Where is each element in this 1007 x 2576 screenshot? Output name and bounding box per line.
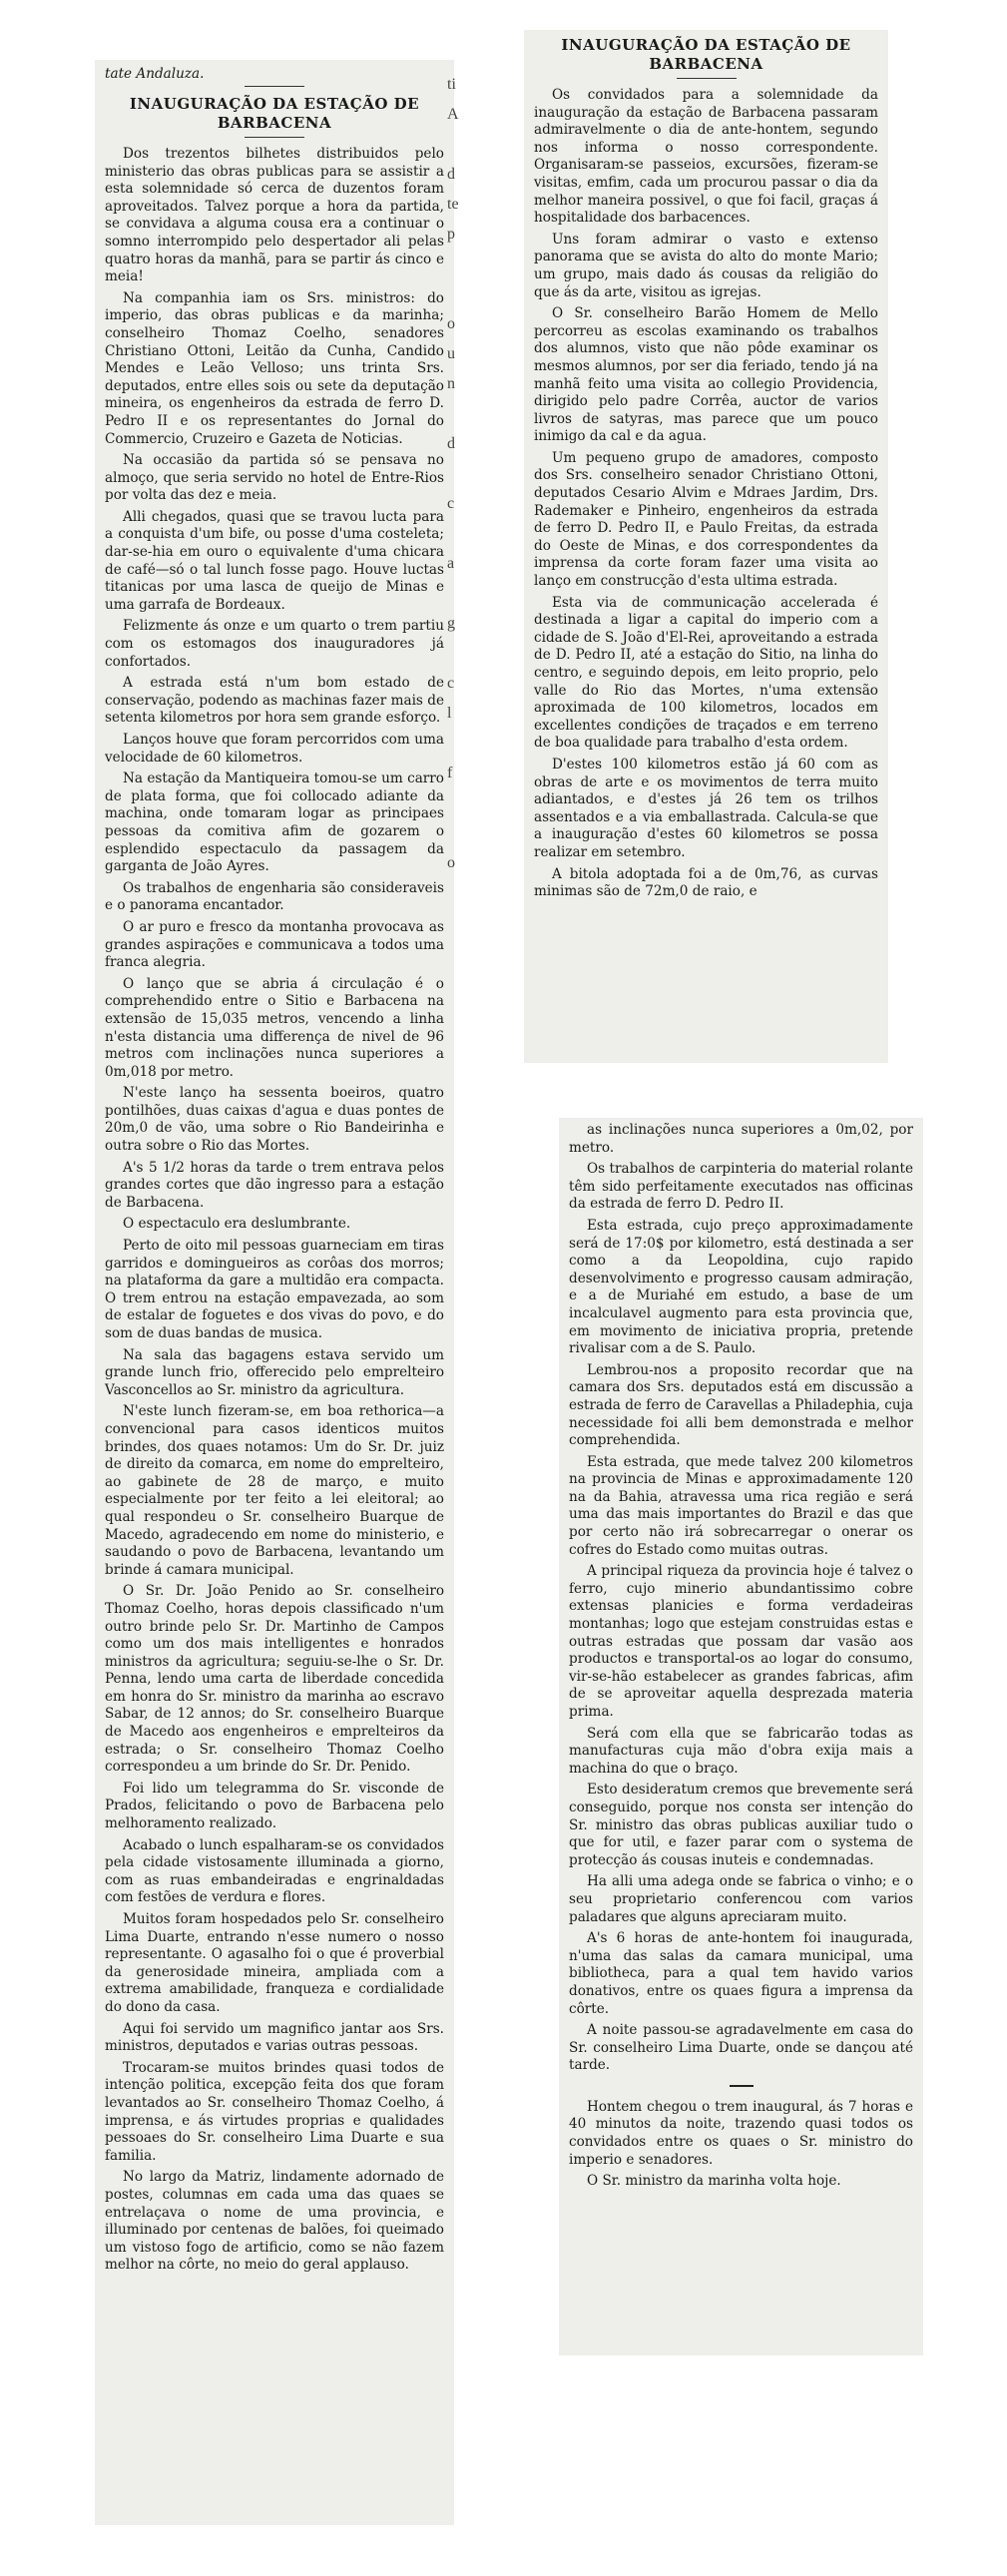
edge-letter bbox=[447, 579, 471, 609]
paragraph: O Sr. ministro da marinha volta hoje. bbox=[587, 2173, 841, 2190]
left-newspaper-clipping bbox=[95, 60, 454, 2525]
section-dash bbox=[730, 2085, 754, 2087]
paragraph: Esta estrada, que mede talvez 200 kilometros na provincia de Minas e approximadamente 120 na da Bahia, atravessa uma rica região e será uma das mais importantes do Brazil e das que por certo não irá sobrecarregar o onerar os cofres do Estado como muitas outras. bbox=[569, 1453, 913, 1558]
adjacent-column-edge bbox=[447, 70, 471, 1767]
paragraph: Hontem chegou o trem inaugural, ás 7 horas e 40 minutos da noite, trazendo quasi todos os convidados entre os quaes o Sr. ministro do imperio e senadores. bbox=[569, 2098, 913, 2168]
edge-letter bbox=[447, 399, 471, 429]
edge-letter: a bbox=[447, 555, 455, 572]
edge-letter: l bbox=[447, 705, 452, 722]
paragraph: Acabado o lunch espalharam-se os convidados pela cidade vistosamente illuminada a giorno, com as ruas embandeiradas e engrinaldadas com festões de verdura e flores. bbox=[105, 1836, 444, 1906]
paragraph: Uns foram admirar o vasto e extenso panorama que se avista do alto do monte Mario; um grupo, mais dado ás cousas da religião do que ás da arte, visitou as igrejas. bbox=[534, 231, 878, 300]
paragraph: Um pequeno grupo de amadores, composto dos Srs. conselheiro senador Christiano Ottoni, deputados Cesario Alvim e Mdraes Jardim, Drs. Rademaker e Pinheiro, engenheiros da estrada de ferro D. Pedro II, e Paulo Freitas, da estrada do Oeste de Minas, e dos correspondentes da imprensa da corte foram fazer uma visita ao lanço em construcção d'esta ultima estrada. bbox=[534, 449, 878, 590]
paragraph: Muitos foram hospedados pelo Sr. conselheiro Lima Duarte, entrando n'esse numero o nosso representante. O agasalho foi o que é proverbial da generosidade mineira, ampliada com a extrema amabilidade, franqueza e cordialidade do dono da casa. bbox=[105, 1911, 444, 2015]
paragraph: Ha alli uma adega onde se fabrica o vinho; e o seu proprietario conferencou com varios paladares que alguns apreciaram muito. bbox=[569, 1873, 913, 1925]
paragraph: Aqui foi servido um magnifico jantar aos Srs. ministros, deputados e varias outras pessoas. bbox=[105, 2020, 444, 2055]
paragraph: Alli chegados, quasi que se travou lucta para a conquista d'um bife, ou posse d'uma costeleta; dar-se-hia em ouro o equivalente d'uma chicara de café—só o tal lunch fosse pago. Houve luctas titanicas por uma lasca de queijo de Minas e uma garrafa de Bordeaux. bbox=[105, 508, 444, 613]
edge-letter: u bbox=[447, 345, 455, 362]
paragraph: as inclinações nunca superiores a 0m,02, por metro. bbox=[569, 1122, 913, 1156]
paragraph: Esta via de communicação accelerada é destinada a ligar a capital do imperio com a cidade de S. João d'El-Rei, aproveitando a estrada de D. Pedro II, até a estação do Sitio, na linha do centro, e seguindo depois, em leito proprio, pelo valle do Rio das Mortes, n'uma extensão aproximada de 100 kilometros, locados em excellentes condições de traçados e em terreno de boa qualidade para trabalho d'esta ordem. bbox=[534, 594, 878, 752]
paragraph: A principal riqueza da provincia hoje é talvez o ferro, cujo minerio abundantissimo cobre extensas planicies e forma verdadeiras montanhas; logo que estejam construidas estas e outras estradas que possam dar vasão aos productos e transportal-os ao logar do consumo, vir-se-hão estabelecer as grandes fabricas, afim de se aproveitar aquella desprezada materia prima. bbox=[569, 1563, 913, 1720]
paragraph: Na companhia iam os Srs. ministros: do imperio, das obras publicas e da marinha; conselheiro Thomaz Coelho, senadores Christiano Ottoni, Leitão da Cunha, Candido Mendes e Leão Velloso; uns trinta Srs. deputados, entre elles sois ou sete da deputação mineira, os engenheiros da estrada de ferro D. Pedro II e os representantes do Jornal do Commercio, Cruzeiro e Gazeta de Noticias. bbox=[105, 289, 444, 447]
paragraph: O ar puro e fresco da montanha provocava as grandes aspirações e communicava a todos uma franca alegria. bbox=[105, 918, 444, 971]
continuation-newspaper-clipping bbox=[559, 1118, 923, 2355]
paragraph: A's 5 1/2 horas da tarde o trem entrava pelos grandes cortes que dão ingresso para a estação de Barbacena. bbox=[105, 1159, 444, 1211]
paragraph: Na estação da Mantiqueira tomou-se um carro de plata forma, que foi collocado adiante da machina, onde tomaram logar as principaes pessoas da comitiva afim de gozarem o esplendido espectaculo da passagem da garganta de João Ayres. bbox=[105, 771, 444, 875]
edge-letter: d bbox=[447, 435, 455, 452]
edge-letter: n bbox=[447, 375, 455, 392]
edge-letter bbox=[447, 130, 471, 160]
divider bbox=[677, 78, 737, 79]
edge-letter bbox=[447, 729, 471, 759]
paragraph: Na sala das bagagens estava servido um grande lunch frio, offerecido pelo emprelteiro Vasconcellos ao Sr. ministro da agricultura. bbox=[105, 1346, 444, 1398]
article-body bbox=[534, 87, 878, 901]
divider bbox=[245, 137, 304, 138]
paragraph: Na occasião da partida só se pensava no almoço, que seria servido no hotel de Entre-Rios por volta das dez e meia. bbox=[105, 452, 444, 504]
paragraph: N'este lanço ha sessenta boeiros, quatro pontilhões, duas caixas d'agua e duas pontes de 20m,0 de vão, uma sobre o Rio Bandeirinha e outra sobre o Rio das Mortes. bbox=[105, 1085, 444, 1155]
edge-letter: p bbox=[447, 226, 455, 243]
paragraph: O Sr. Dr. João Penido ao Sr. conselheiro Thomaz Coelho, horas depois classificado n'um outro brinde pelo Sr. Dr. Martinho de Campos como um dos mais intelligentes e honrados ministros da agricultura; seguiu-se-lhe o Sr. Dr. Penna, lendo uma carta de liberdade concedida em honra do Sr. ministro da marinha ao escravo Sabar, de 12 annos; do Sr. conselheiro Buarque de Macedo aos engenheiros e emprelteiros da estrada; o Sr. conselheiro Thomaz Coelho correspondeu a um brinde do Sr. Dr. Penido. bbox=[105, 1583, 444, 1776]
edge-letter: A bbox=[447, 106, 459, 123]
edge-letter: o bbox=[447, 315, 455, 332]
paragraph: O lanço que se abria á circulação é o comprehendido entre o Sitio e Barbacena na extensão de 15,035 metros, vencendo a linha n'esta distancia uma differença de nivel de 96 metros com inclinações nunca superiores a 0m,018 por metro. bbox=[105, 975, 444, 1080]
article-body bbox=[105, 146, 444, 2275]
paragraph: Perto de oito mil pessoas guarneciam em tiras garridos e domingueiros as corôas dos morros; na plataforma da gare a multidão era compacta. O trem entrou na estação empavezada, ao som de estalar de foguetes e dos vivas do povo, e do som de duas bandas de musica. bbox=[105, 1238, 444, 1341]
paragraph: Foi lido um telegramma do Sr. visconde de Prados, felicitando o povo de Barbacena pelo melhoramento realizado. bbox=[105, 1780, 444, 1832]
paragraph: Os trabalhos de carpinteria do material rolante têm sido perfeitamente executados nas officinas da estrada de ferro D. Pedro II. bbox=[569, 1161, 913, 1213]
edge-letter bbox=[447, 459, 471, 489]
edge-letter bbox=[447, 639, 471, 669]
paragraph: No largo da Matriz, lindamente adornado de postes, columnas em cada uma das quaes se entrelaçava o nome de uma provincia, e illuminado por centenas de balões, foi queimado um vistoso fogo de artificio, como se não fazem melhor na côrte, no meio do geral applauso. bbox=[105, 2169, 444, 2274]
edge-letter: c bbox=[447, 675, 455, 692]
edge-letter: ti bbox=[447, 76, 456, 93]
edge-letter: o bbox=[447, 854, 455, 871]
edge-letter: f bbox=[447, 765, 453, 781]
article-heading: INAUGURAÇÃO DA ESTAÇÃO DE BARBACENA bbox=[561, 36, 851, 73]
paragraph: A noite passou-se agradavelmente em casa do Sr. conselheiro Lima Duarte, onde se dançou até tarde. bbox=[569, 2022, 913, 2074]
paragraph: Lanços houve que foram percorridos com uma velocidade de 60 kilometros. bbox=[105, 732, 444, 766]
paragraph: Será com ella que se fabricarão todas as manufacturas cuja mão d'obra exija mais a machina do que o braço. bbox=[569, 1725, 913, 1777]
edge-letter: d bbox=[447, 166, 455, 183]
kicker-text: tate Andaluza. bbox=[105, 66, 205, 82]
edge-letter: c bbox=[447, 495, 455, 512]
article-body bbox=[569, 1122, 913, 2191]
paragraph: O Sr. conselheiro Barão Homem de Mello percorreu as escolas examinando os trabalhos dos alumnos, visto que não pôde examinar os mesmos alumnos, por ser dia feriado, tendo já na manhã feito uma visita ao collegio Providencia, dirigido pelo padre Corrêa, auctor de varios livros de satyras, mas parece que um pouco inimigo da cal e da agua. bbox=[534, 305, 878, 445]
edge-letter bbox=[447, 519, 471, 549]
paragraph: A estrada está n'um bom estado de conservação, podendo as machinas fazer mais de setenta kilometros por hora sem grande esforço. bbox=[105, 675, 444, 727]
edge-letter bbox=[447, 788, 471, 818]
paragraph: A's 6 horas de ante-hontem foi inaugurada, n'uma das salas da camara municipal, uma bibliotheca, para a qual tem havido varios donativos, entre os quaes figura a imprensa da côrte. bbox=[569, 1930, 913, 2017]
edge-letter bbox=[447, 818, 471, 848]
edge-letter bbox=[447, 250, 471, 279]
paragraph: N'este lunch fizeram-se, em boa rethorica—a convencional para casos identicos muitos brindes, dos quaes notamos: Um do Sr. Dr. juiz de direito da comarca, em nome do emprelteiro, ao gabinete de 28 de março, e muito especialmente por ter feito a lei eleitoral; ao qual respondeu o Sr. conselheiro Buarque de Macedo, agradecendo em nome do ministerio, e saudando o povo de Barbacena, levantando um brinde á camara municipal. bbox=[105, 1403, 444, 1578]
paragraph: Os trabalhos de engenharia são consideraveis e o panorama encantador. bbox=[105, 879, 444, 914]
edge-letter: te bbox=[447, 196, 459, 213]
edge-letter bbox=[447, 279, 471, 309]
right-newspaper-clipping bbox=[524, 30, 888, 1063]
paragraph: Felizmente ás onze e um quarto o trem partiu com os estomagos dos inauguradores já confortados. bbox=[105, 618, 444, 670]
paragraph: Esta estrada, cujo preço approximadamente será de 17:0$ por kilometro, está destinada a ser como a da Leopoldina, cujo rapido desenvolvimento e progresso causam admiração, e a de Muriahé em estudo, a base de um incalculavel augmento para esta provincia que, em movimento de iniciativa propria, pretende rivalisar com a de S. Paulo. bbox=[569, 1217, 913, 1357]
paragraph: O espectaculo era deslumbrante. bbox=[123, 1216, 351, 1233]
paragraph: Trocaram-se muitos brindes quasi todos de intenção politica, excepção feita dos que foram levantados ao Sr. conselheiro Thomaz Coelho, á imprensa, e ás virtudes proprias e qualidades pessoaes do Sr. conselheiro Lima Duarte e sua familia. bbox=[105, 2059, 444, 2164]
article-heading: INAUGURAÇÃO DA ESTAÇÃO DE BARBACENA bbox=[129, 95, 420, 132]
paragraph: Dos trezentos bilhetes distribuidos pelo ministerio das obras publicas para se assistir a esta solemnidade só cerca de duzentos foram aproveitados. Talvez porque a hora da partida, se convidava a alguma cousa era a continuar o somno interrompido pelo despertador ali pelas quatro horas da manhã, para se partir ás cinco e meia! bbox=[105, 146, 444, 285]
paragraph: Esto desideratum cremos que brevemente será conseguido, porque nos consta ser intenção do Sr. ministro das obras publicas auxiliar tudo o que for util, e fazer parar com o systema de protecção ás cousas inuteis e condemnadas. bbox=[569, 1782, 913, 1868]
edge-letter: g bbox=[447, 615, 455, 632]
paragraph: A bitola adoptada foi a de 0m,76, as curvas minimas são de 72m,0 de raio, e bbox=[534, 865, 878, 900]
paragraph: Lembrou-nos a proposito recordar que na camara dos Srs. deputados está em discussão a estrada de ferro de Caravellas a Philadephia, cuja necessidade foi alli bem demonstrada e melhor comprehendida. bbox=[569, 1361, 913, 1449]
paragraph: Os convidados para a solemnidade da inauguração da estação de Barbacena passaram admiravelmente o dia de ante-hontem, segundo nos informa o nosso correspondente. Organisaram-se passeios, excursões, fizeram-se visitas, emfim, cada um procurou passar o dia da melhor maneira possivel, o que foi facil, graças á hospitalidade dos barbacences. bbox=[534, 87, 878, 227]
divider bbox=[245, 86, 304, 87]
paragraph: D'estes 100 kilometros estão já 60 com as obras de arte e os movimentos de terra muito adiantados, e d'estes já 26 tem os trilhos assentados e a via emballastrada. Calcula-se que a inauguração d'estes 60 kilometros se possa realizar em setembro. bbox=[534, 756, 878, 860]
